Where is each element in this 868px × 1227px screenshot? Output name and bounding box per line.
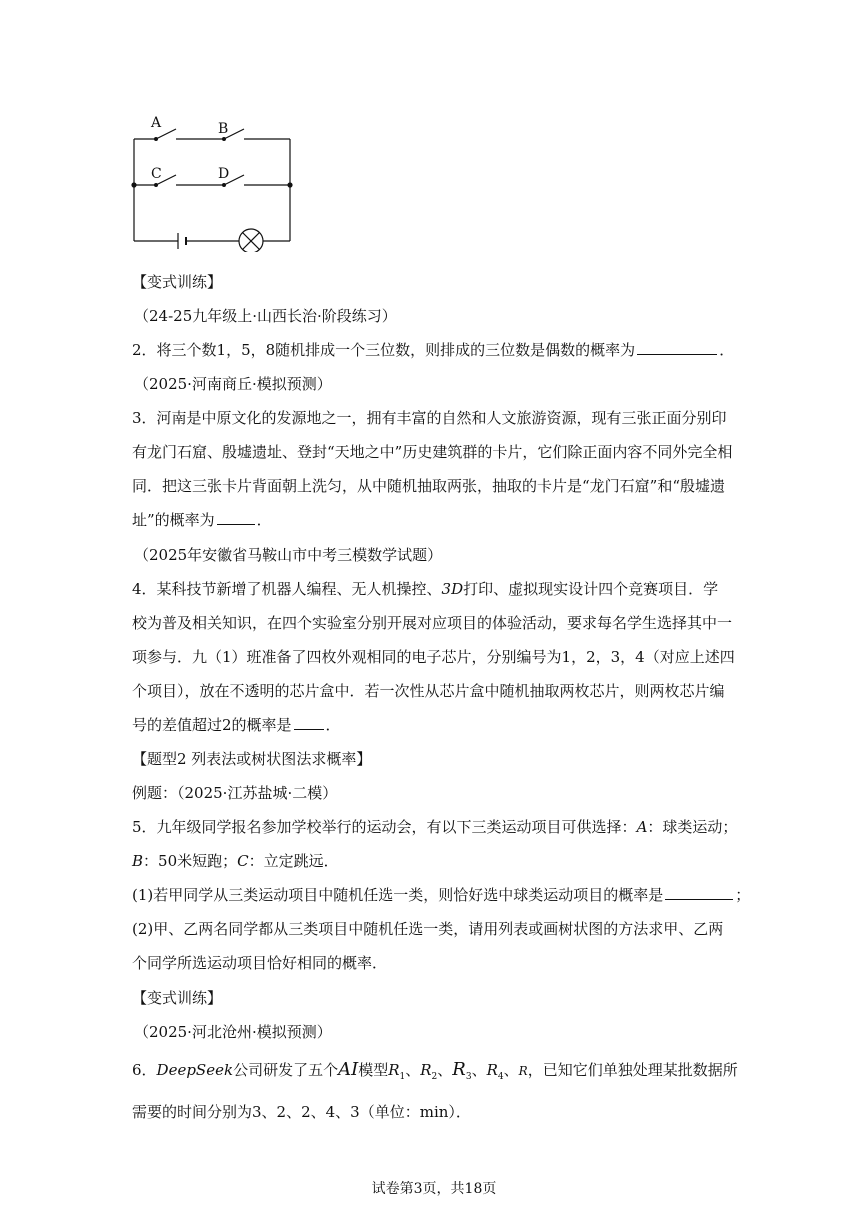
section-heading: 【变式训练】 [132, 989, 223, 1007]
model-r4: R [486, 1061, 498, 1079]
switch-label-a: A [151, 115, 162, 131]
switch-node [222, 183, 226, 187]
question-text: ：球类运动； [647, 818, 738, 836]
model-r1-subscript: 1 [399, 1072, 406, 1082]
section-heading: 【变式训练】 [132, 273, 223, 291]
junction-node [131, 182, 136, 187]
question-4-line-3: 项参与．九（1）班准备了四枚外观相同的电子芯片，分别编号为1，2，3，4（对应上述四 [132, 648, 735, 666]
question-source: （2025年安徽省马鞍山市中考三模数学试题） [134, 546, 443, 564]
page-footer: 试卷第3页，共18页 [371, 1181, 497, 1197]
question-text: 公司研发了五个 [233, 1061, 339, 1079]
question-text: 号的差值超过2的概率是 [132, 716, 292, 734]
question-5-part-2-line-2: 个同学所选运动项目恰好相同的概率． [132, 954, 388, 972]
answer-blank[interactable] [637, 340, 717, 355]
ai-text: AI [338, 1059, 359, 1080]
question-3-line-4 [132, 510, 272, 530]
question-text: ． [719, 341, 735, 359]
model-r2: R [420, 1061, 432, 1079]
question-text: 6． [132, 1061, 157, 1079]
answer-blank[interactable] [665, 885, 733, 900]
question-text: ； [735, 886, 751, 904]
section-heading: 【题型2 列表法或树状图法求概率】 [132, 750, 372, 768]
question-text: 模型 [358, 1061, 389, 1079]
answer-blank[interactable] [217, 510, 255, 525]
switch-label-b: B [218, 121, 229, 137]
question-text: ． [256, 511, 272, 529]
switch-node [154, 183, 158, 187]
answer-blank[interactable] [294, 715, 324, 730]
question-text: 5．九年级同学报名参加学校举行的运动会，有以下三类运动项目可供选择： [132, 818, 637, 836]
question-5-line-1 [132, 817, 737, 837]
option-a-letter: A [636, 818, 648, 836]
question-4-line-1 [132, 579, 718, 599]
model-r: R [518, 1064, 528, 1078]
question-3-line-2: 有龙门石窟、殷墟遗址、登封“天地之中”历史建筑群的卡片，它们除正面内容不同外完全相 [132, 443, 733, 461]
question-4-line-5 [132, 715, 341, 735]
option-b-letter: B [132, 852, 144, 870]
question-text: ：立定跳远． [248, 852, 339, 870]
circuit-diagram [126, 112, 301, 252]
question-3-line-3: 同．把这三张卡片背面朝上洗匀，从中随机抽取两张，抽取的卡片是“龙门石窟”和“殷墟遗 [132, 477, 726, 495]
switch-label-c: C [151, 166, 162, 182]
deepseek-name: DeepSeek [156, 1061, 234, 1079]
model-r3-subscript: 3 [465, 1072, 472, 1082]
question-source: （2025·河北沧州·模拟预测） [134, 1023, 332, 1041]
question-text: 4．某科技节新增了机器人编程、无人机操控、 [132, 580, 442, 598]
question-text-3d: 3D [441, 580, 464, 598]
model-r4-subscript: 4 [497, 1072, 504, 1082]
question-text: 打印、虚拟现实设计四个竞赛项目．学 [463, 580, 719, 598]
question-2 [132, 340, 734, 360]
question-5-part-2-line-1: (2)甲、乙两名同学都从三类项目中随机任选一类，请用列表或画树状图的方法求甲、乙两 [132, 920, 724, 938]
option-c-letter: C [237, 852, 249, 870]
question-text: ． [325, 716, 341, 734]
question-text: 2．将三个数1，5，8随机排成一个三位数，则排成的三位数是偶数的概率为 [132, 341, 636, 359]
question-text: 址”的概率为 [132, 511, 215, 529]
question-4-line-2: 校为普及相关知识，在四个实验室分别开展对应项目的体验活动，要求每名学生选择其中一 [132, 614, 733, 632]
question-text: (1)若甲同学从三类运动项目中随机任选一类，则恰好选中球类运动项目的概率是 [132, 886, 664, 904]
switch-label-d: D [218, 166, 230, 182]
question-text: ，已知它们单独处理某批数据所 [527, 1061, 738, 1079]
question-source: （24-25九年级上·山西长治·阶段练习） [134, 307, 397, 325]
model-r1: R [388, 1061, 400, 1079]
question-4-line-4: 个项目），放在不透明的芯片盒中．若一次性从芯片盒中随机抽取两枚芯片，则两枚芯片编 [132, 682, 725, 700]
example-source: 例题：（2025·江苏盐城·二模） [132, 784, 338, 802]
question-6-line-2: 需要的时间分别为3、2、2、4、3（单位：min）． [132, 1103, 471, 1121]
switch-node [154, 137, 158, 141]
model-r3: R [452, 1059, 466, 1080]
switch-node [222, 137, 226, 141]
model-r2-subscript: 2 [431, 1072, 438, 1082]
junction-node [287, 182, 292, 187]
question-3-line-1: 3．河南是中原文化的发源地之一，拥有丰富的自然和人文旅游资源，现有三张正面分别印 [132, 409, 727, 427]
question-6-line-1: 6．DeepSeek公司研发了五个AI模型$R_1$、$R_2$、$R_3$、$R_4$、R，已知它们单独处理某批数据所 [132, 1059, 738, 1082]
question-5-part-1 [132, 885, 750, 905]
question-5-line-2 [132, 851, 339, 871]
question-source: （2025·河南商丘·模拟预测） [134, 375, 332, 393]
question-text: ：50米短跑； [143, 852, 238, 870]
